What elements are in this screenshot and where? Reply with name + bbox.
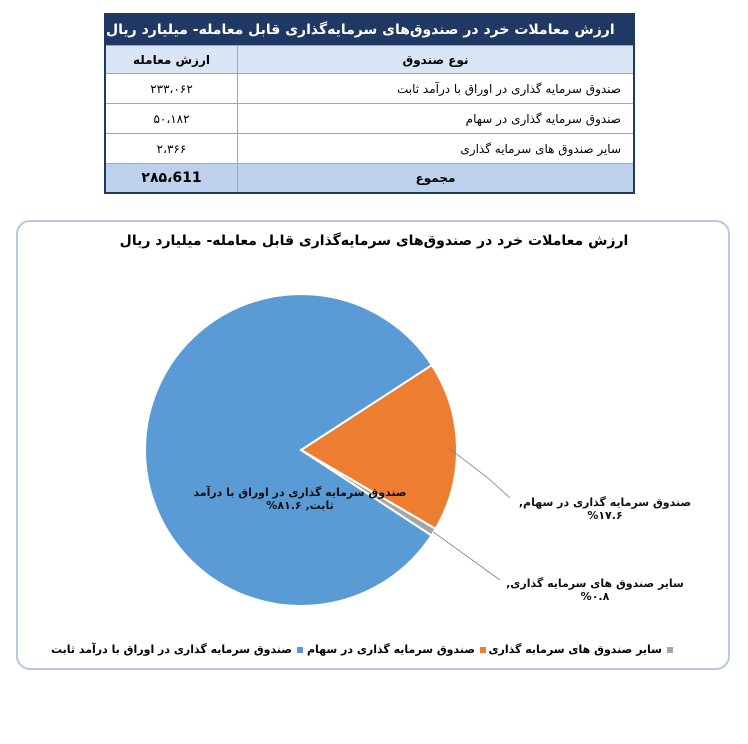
- cell-value: ۲۳۳،۰۶۲: [106, 74, 238, 103]
- cell-type: صندوق سرمایه گذاری در سهام: [465, 111, 621, 126]
- legend-item-equity: [307, 643, 486, 656]
- total-label: مجموع: [415, 171, 456, 185]
- legend-swatch-other: [667, 647, 673, 653]
- header-type: نوع صندوق: [402, 52, 469, 67]
- slice-label-fixed-income: [160, 486, 440, 512]
- cell-type: صندوق سرمایه گذاری در اوراق با درآمد ثابت: [396, 81, 621, 96]
- chart-legend: [0, 643, 748, 663]
- slice-label-fixed-income-line2: ثابت, ۸۱.۶%: [266, 499, 334, 512]
- slice-label-other: سایر صندوق های سرمایه گذاری, ۰.۸%: [506, 577, 684, 603]
- legend-swatch-fixed-income: [297, 647, 303, 653]
- chart-title: ارزش معاملات خرد در صندوق‌های سرمایه‌گذاری قابل معامله- میلیارد ریال: [119, 233, 629, 249]
- legend-item-other: [488, 643, 673, 656]
- cell-value: ۵۰،۱۸۲: [106, 104, 238, 133]
- table-title: ارزش معاملات خرد در صندوق‌های سرمایه‌گذاری قابل معامله- میلیارد ریال: [106, 15, 633, 45]
- legend-item-fixed-income: [51, 643, 303, 656]
- legend-label-fixed-income: صندوق سرمایه گذاری در اوراق با درآمد ثابت: [50, 643, 292, 656]
- leader-line-other: [434, 532, 500, 580]
- legend-swatch-equity: [480, 647, 486, 653]
- legend-label-equity: صندوق سرمایه گذاری در سهام: [306, 643, 475, 656]
- header-value: ارزش معامله: [106, 46, 238, 73]
- total-value: ۲۸۵،611: [106, 164, 238, 192]
- legend-label-other: سایر صندوق های سرمایه گذاری: [488, 643, 662, 656]
- slice-label-equity: صندوق سرمایه گذاری در سهام, ۱۷.۶%: [518, 496, 692, 522]
- slice-label-fixed-income-line1: صندوق سرمایه گذاری در اوراق با درآمد: [193, 486, 407, 499]
- cell-type: سایر صندوق های سرمایه گذاری: [460, 141, 621, 156]
- cell-value: ۲،۳۶۶: [106, 134, 238, 163]
